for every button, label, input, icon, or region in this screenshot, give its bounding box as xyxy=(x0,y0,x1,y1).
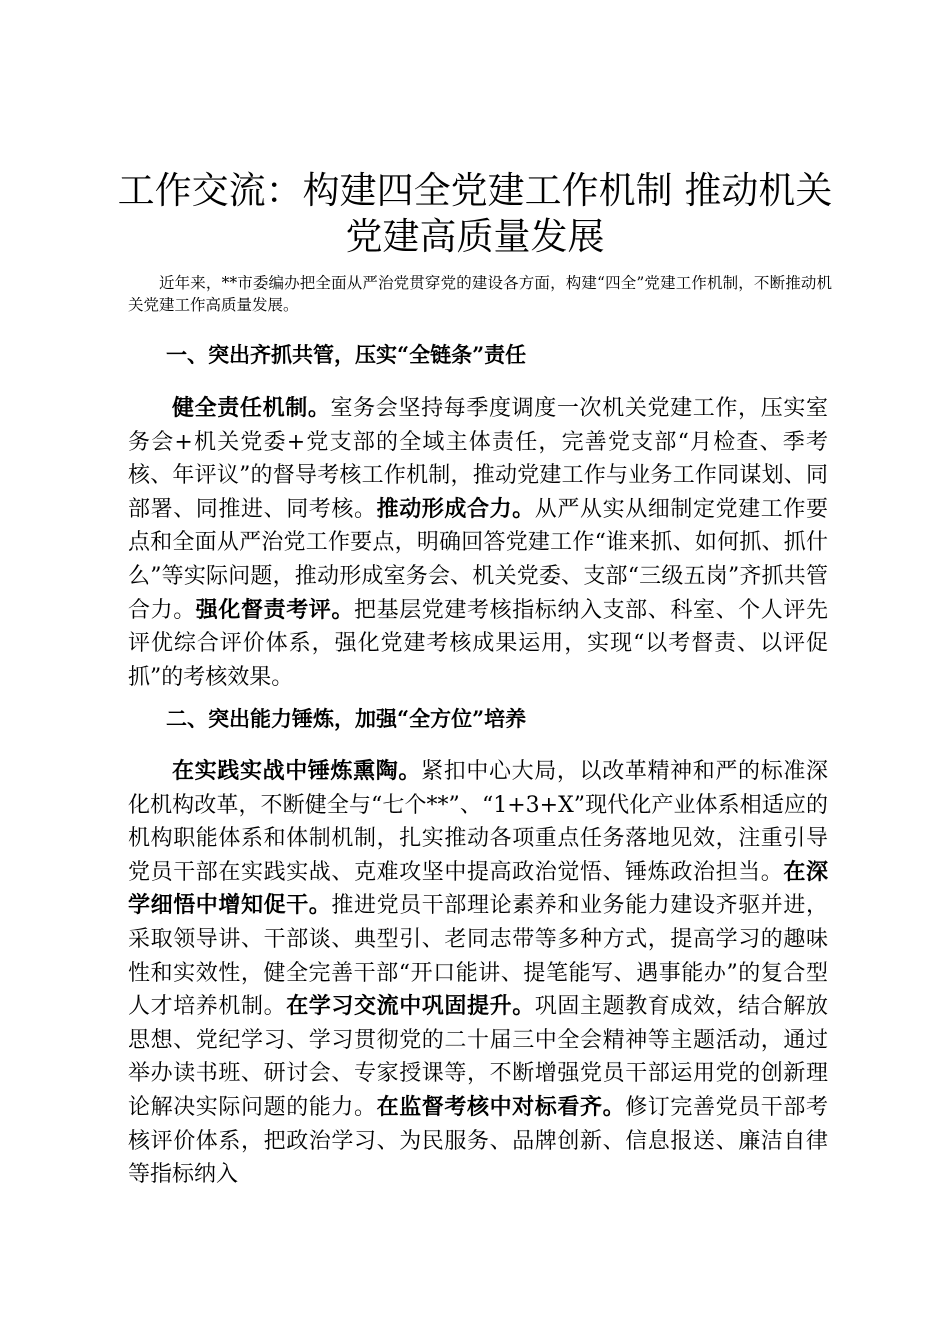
section-1-lead-1: 健全责任机制。 xyxy=(172,395,331,421)
section-2-lead-3: 在学习交流中巩固提升。 xyxy=(286,993,535,1020)
section-2-lead-1: 在实践实战中锤炼熏陶。 xyxy=(172,758,422,784)
section-2-lead-2: 在深学细悟中增知促干。 xyxy=(128,858,828,919)
section-1-lead-3: 强化督责考评。 xyxy=(195,596,354,623)
intro-paragraph: 近年来，**市委编办把全面从严治党贯穿党的建设各方面，构建“四全”党建工作机制，不断推动机关党建工作高质量发展。 xyxy=(128,274,832,314)
section-1-paragraph xyxy=(128,392,828,694)
section-2-lead-4: 在监督考核中对标看齐。 xyxy=(376,1093,626,1120)
section-2-text-2: 推进党员干部理论素养和业务能力建设齐驱并进，采取领导讲、干部谈、典型引、老同志带等多种方式，提高学习的趣味性和实效性，健全完善干部“开口能讲、提笔能写、遇事能办”的复合型人才培养机制。 xyxy=(128,893,828,1020)
section-1-text-1: 室务会坚持每季度调度一次机关党建工作，压实室务会+机关党委+党支部的全域主体责任，完善党支部“月检查、季考核、年评议”的督导考核工作机制，推动党建工作与业务工作同谋划、同部署、同推进、同考核。 xyxy=(128,396,828,522)
section-2-paragraph xyxy=(128,755,828,1192)
section-2-text-1: 紧扣中心大局，以改革精神和严的标准深化机构改革，不断健全与“七个**”、“1+3+X”现代化产业体系相适应的机构职能体系和体制机制，扎实推动各项重点任务落地见效，注重引导党员干部在实践实战、克难攻坚中提高政治觉悟、锤炼政治担当。 xyxy=(128,759,828,885)
section-1-text-3: 把基层党建考核指标纳入支部、科室、个人评先评优综合评价体系，强化党建考核成果运用，实现“以考督责、以评促抓”的考核效果。 xyxy=(128,597,828,690)
document-title: 工作交流：构建四全党建工作机制 推动机关党建高质量发展 xyxy=(117,169,833,258)
section-1-lead-2: 推动形成合力。 xyxy=(376,495,535,522)
section-2-text-4: 修订完善党员干部考核评价体系，把政治学习、为民服务、品牌创新、信息报送、廉洁自律等指标纳入 xyxy=(128,1094,828,1188)
section-2-text-3: 巩固主题教育成效，结合解放思想、党纪学习、学习贯彻党的二十届三中全会精神等主题活动，通过举办读书班、研讨会、专家授课等，不断增强党员干部运用党的创新理论解决实际问题的能力。 xyxy=(128,994,828,1120)
section-1-text-2: 从严从实从细制定党建工作要点和全面从严治党工作要点，明确回答党建工作“谁来抓、如何抓、抓什么”等实际问题，推动形成室务会、机关党委、支部“三级五岗”齐抓共管合力。 xyxy=(128,496,828,623)
section-2-heading: 二、突出能力锤炼，加强“全方位”培养 xyxy=(166,706,527,731)
section-1-heading: 一、突出齐抓共管，压实“全链条”责任 xyxy=(166,342,527,367)
